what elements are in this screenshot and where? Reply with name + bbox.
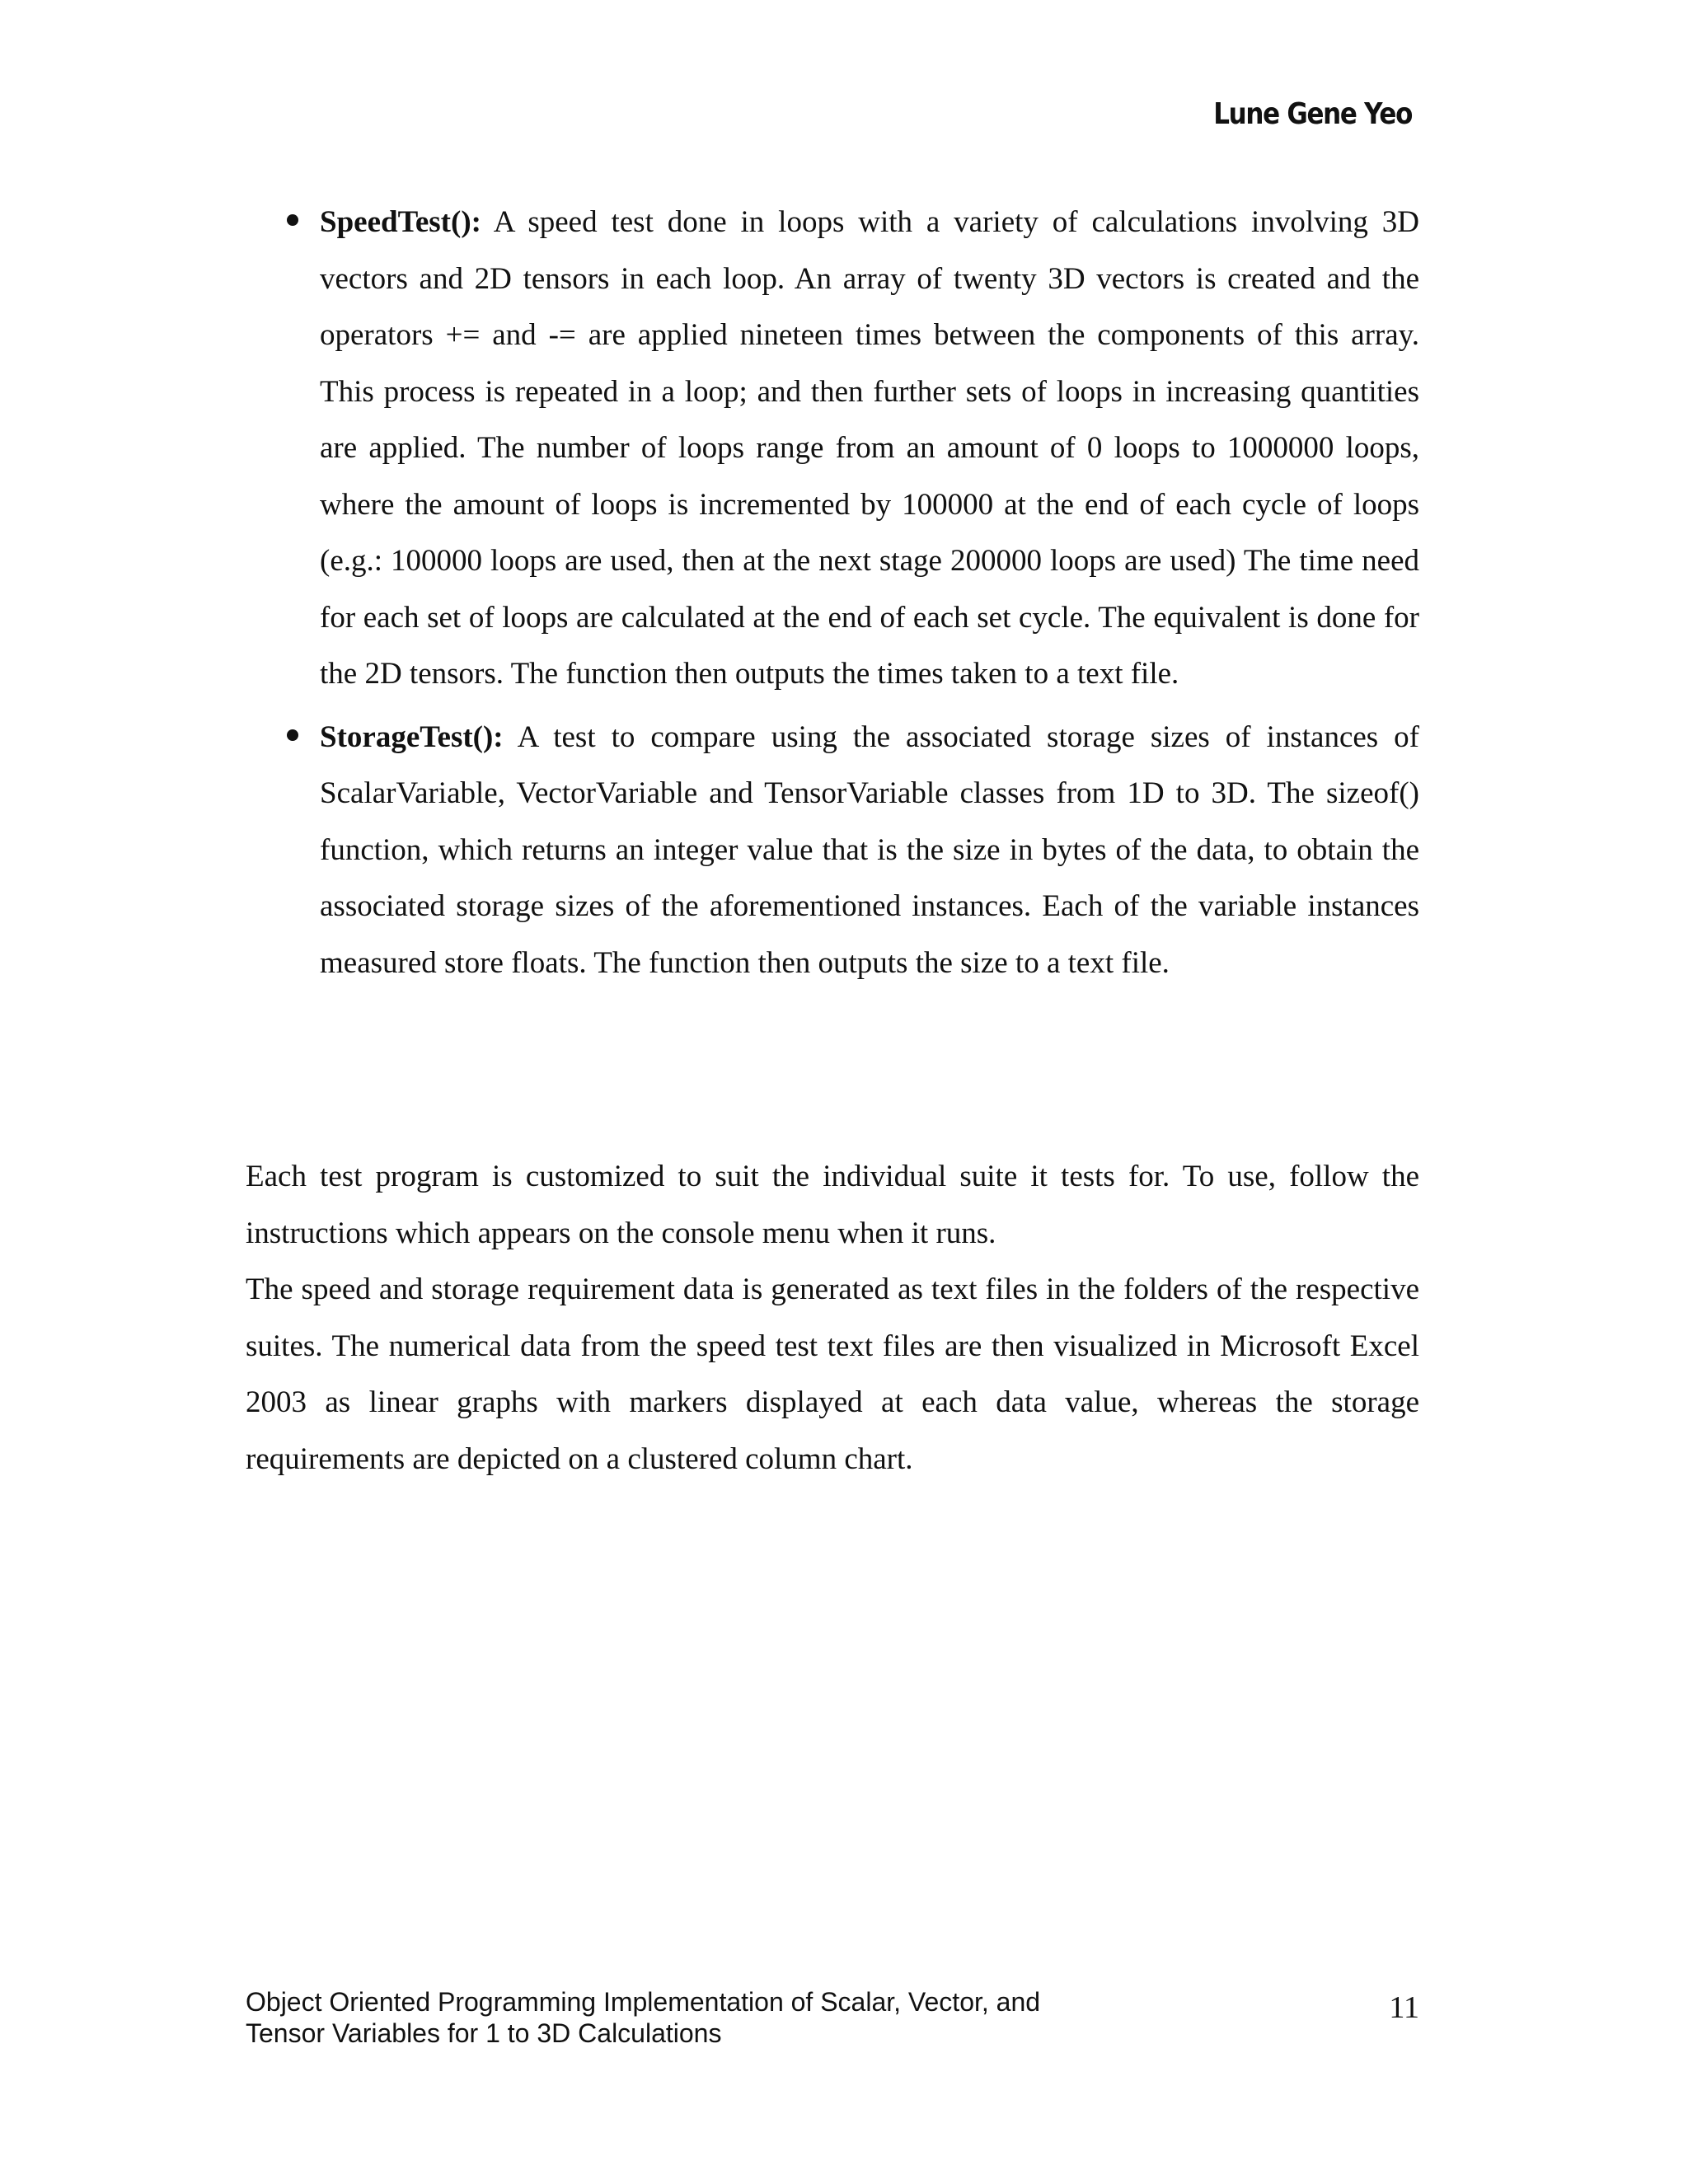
page-number: 11 bbox=[1389, 1990, 1419, 2025]
function-description: A test to compare using the associated storage sizes of instances of ScalarVariable, VectorVariable and TensorVariable classes from 1D to 3D. The sizeof() function, which returns an integer value that is the size in bytes of the data, to obtain the associated storage sizes of the aforementioned instances. Each of the variable instances measured store floats. The function then outputs the size to a text file. bbox=[320, 719, 1419, 980]
list-item-storagetest bbox=[280, 710, 1419, 992]
bullet-icon bbox=[287, 729, 298, 741]
test-function-list bbox=[280, 194, 1419, 998]
function-name: StorageTest(): bbox=[320, 719, 504, 754]
header-author: Lune Gene Yeo bbox=[1213, 97, 1412, 131]
paragraph-data-visualization: The speed and storage requirement data is generated as text files in the folders of the respective suites. The numerical data from the speed test text files are then visualized in Microsoft Excel 2003 as linear graphs with markers displayed at each data value, whereas the storage requirements are depicted on a clustered column chart. bbox=[246, 1272, 1419, 1476]
footer-document-title bbox=[246, 1986, 1152, 2049]
body-text bbox=[246, 1149, 1419, 1488]
bullet-icon bbox=[287, 214, 298, 226]
footer-title-line: Tensor Variables for 1 to 3D Calculations bbox=[246, 2018, 722, 2048]
function-name: SpeedTest(): bbox=[320, 205, 481, 239]
list-item-speedtest bbox=[280, 194, 1419, 703]
function-description: A speed test done in loops with a variety of calculations involving 3D vectors and 2D tensors in each loop. An array of twenty 3D vectors is created and the operators += and -= are applied nineteen times between the components of this array. This process is repeated in a loop; and then further sets of loops in increasing quantities are applied. The number of loops range from an amount of 0 loops to 1000000 loops, where the amount of loops is incremented by 100000 at the end of each cycle of loops (e.g.: 100000 loops are used, then at the next stage 200000 loops are used) The time need for each set of loops are calculated at the end of each set cycle. The equivalent is done for the 2D tensors. The function then outputs the times taken to a text file. bbox=[320, 205, 1419, 691]
paragraph-test-usage: Each test program is customized to suit the individual suite it tests for. To use, follow the instructions which appears on the console menu when it runs. bbox=[246, 1160, 1419, 1250]
list-item-text bbox=[320, 710, 1419, 992]
list-item-text bbox=[320, 194, 1419, 703]
footer-title-line: Object Oriented Programming Implementation of Scalar, Vector, and bbox=[246, 1987, 1041, 2017]
